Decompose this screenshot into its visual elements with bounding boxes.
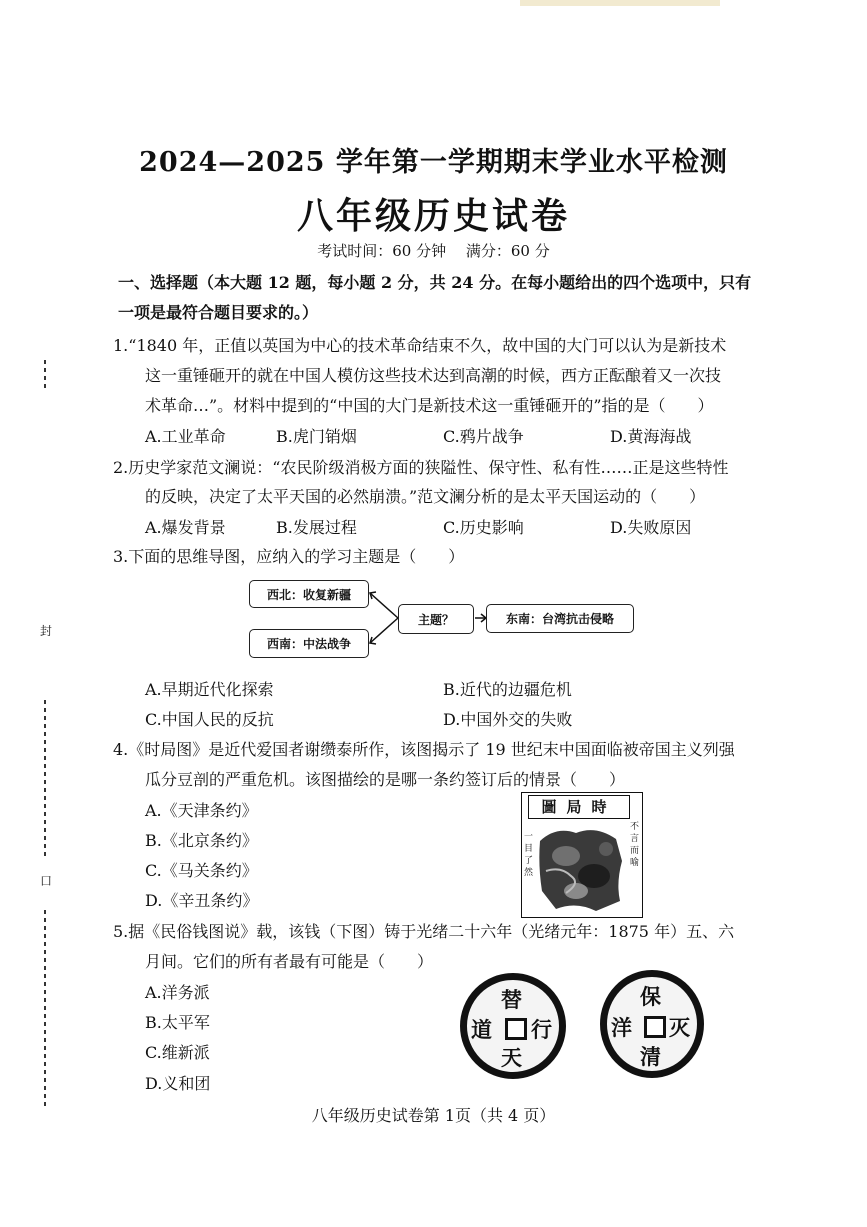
q1-option-b[interactable]: B.虎门销烟	[276, 427, 357, 446]
exam-info: 考试时间：60 分钟 满分：60 分	[317, 242, 550, 260]
coin1-char-left: 道	[471, 1017, 492, 1042]
q2-option-b[interactable]: B.发展过程	[276, 518, 357, 537]
q4-stem-line2: 瓜分豆剖的严重危机。该图描绘的是哪一条约签订后的情景（ ）	[145, 770, 626, 789]
coin2-char-right: 灭	[669, 1015, 690, 1040]
coin-bao-qing-mie-yang	[600, 970, 704, 1078]
q5-stem-line1: 5.据《民俗钱图说》载，该钱（下图）铸于光绪二十六年（光绪元年：1875 年）五、六	[113, 922, 735, 941]
coin2-char-bottom: 清	[640, 1044, 661, 1069]
shiju-tu-title: 圖局時	[528, 795, 630, 819]
coin1-char-right: 行	[531, 1017, 552, 1042]
shiju-tu-map-drawing	[536, 821, 626, 913]
q2-option-d[interactable]: D.失败原因	[610, 518, 692, 537]
q5-stem-line2: 月间。它们的所有者最有可能是（ ）	[145, 952, 434, 971]
mind-map-node-east: 东南：台湾抗击侵略	[486, 604, 634, 633]
section-heading: 一、选择题（本大题 12 题，每小题 2 分，共 24 分。在每小题给出的四个选项中，只有	[118, 273, 752, 292]
q4-option-d[interactable]: D.《辛丑条约》	[145, 891, 259, 910]
q1-stem-line2: 这一重锤砸开的就在中国人模仿这些技术达到高潮的时候，西方正酝酿着又一次技	[145, 366, 722, 385]
q3-option-d[interactable]: D.中国外交的失败	[443, 710, 573, 729]
binding-line	[44, 700, 46, 860]
q2-stem-line2: 的反映，决定了太平天国的必然崩溃。”范文澜分析的是太平天国运动的（ ）	[145, 487, 706, 506]
shiju-tu-side-right: 不言而喻	[630, 822, 640, 868]
coin-square-hole	[644, 1016, 666, 1038]
q4-option-c[interactable]: C.《马关条约》	[145, 861, 258, 880]
q3-option-c[interactable]: C.中国人民的反抗	[145, 710, 274, 729]
margin-mark-mouth: 口	[40, 874, 53, 888]
q2-option-c[interactable]: C.历史影响	[443, 518, 524, 537]
paper-subject: 八年级历史试卷	[296, 195, 570, 237]
coin-ti-tian-xing-dao	[460, 973, 566, 1079]
q1-stem-line3: 术革命…”。材料中提到的“中国的大门是新技术这一重锤砸开的”指的是（ ）	[145, 396, 714, 415]
coin-square-hole	[505, 1018, 527, 1040]
q4-stem-line1: 4.《时局图》是近代爱国者谢缵泰所作，该图揭示了 19 世纪末中国面临被帝国主义列强	[113, 740, 735, 759]
binding-line	[44, 910, 46, 1110]
exam-title: 2024—2025 学年第一学期期末学业水平检测	[139, 147, 728, 178]
q1-option-a[interactable]: A.工业革命	[145, 427, 226, 446]
coin2-char-top: 保	[640, 984, 661, 1009]
q1-option-c[interactable]: C.鸦片战争	[443, 427, 524, 446]
shiju-tu-side-left: 一目了然	[524, 832, 534, 878]
q3-option-a[interactable]: A.早期近代化探索	[145, 680, 274, 699]
margin-mark-seal: 封	[40, 624, 53, 638]
mind-map-node-center: 主题？	[398, 604, 474, 634]
q3-option-b[interactable]: B.近代的边疆危机	[443, 680, 572, 699]
q5-option-d[interactable]: D.义和团	[145, 1074, 211, 1093]
q4-option-b[interactable]: B.《北京条约》	[145, 831, 258, 850]
q5-option-c[interactable]: C.维新派	[145, 1043, 210, 1062]
mind-map-node-northwest: 西北：收复新疆	[249, 580, 369, 608]
q2-stem-line1: 2.历史学家范文澜说：“农民阶级消极方面的狭隘性、保守性、私有性……正是这些特性	[113, 458, 729, 477]
q1-stem-line1: 1.“1840 年，正值以英国为中心的技术革命结束不久，故中国的大门可以认为是新技术	[113, 336, 727, 355]
q5-option-b[interactable]: B.太平军	[145, 1013, 210, 1032]
q2-option-a[interactable]: A.爆发背景	[145, 518, 226, 537]
binding-line	[44, 360, 46, 390]
section-heading-cont: 一项是最符合题目要求的。）	[118, 303, 319, 322]
coin1-char-top: 替	[501, 987, 522, 1012]
q4-option-a[interactable]: A.《天津条约》	[145, 801, 258, 820]
page-footer: 八年级历史试卷第 1页（共 4 页）	[311, 1106, 556, 1125]
q3-stem: 3.下面的思维导图，应纳入的学习主题是（ ）	[113, 547, 465, 566]
q5-option-a[interactable]: A.洋务派	[145, 983, 210, 1002]
shiju-tu-image	[521, 792, 643, 918]
mind-map-node-southwest: 西南：中法战争	[249, 629, 369, 658]
coin1-char-bottom: 天	[501, 1045, 522, 1070]
top-edge-highlight	[520, 0, 720, 6]
q1-option-d[interactable]: D.黄海海战	[610, 427, 692, 446]
coin2-char-left: 洋	[611, 1015, 632, 1040]
